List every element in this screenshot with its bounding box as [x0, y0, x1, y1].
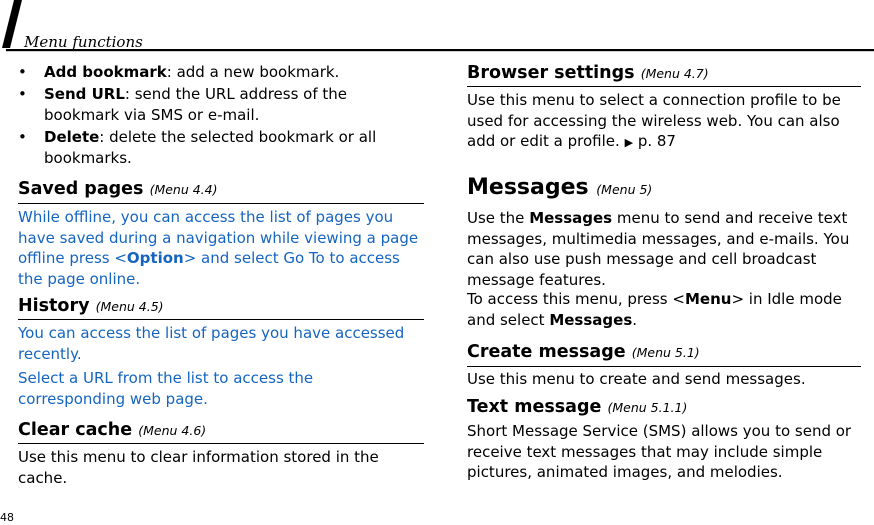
heading-menu-number: (Menu 4.4) [149, 182, 218, 197]
header-slash-shape [2, 0, 22, 48]
text-part: While offline, you can access the list of pages you have saved during a navigation while viewing a page offline press < [18, 208, 419, 267]
clear-cache-text: Use this menu to clear information stored in the cache. [18, 448, 379, 487]
text-part: > and select Go To to access the page online. [18, 249, 400, 288]
history-text-1: You can access the list of pages you have accessed recently. [18, 324, 405, 363]
heading-rule [18, 443, 424, 444]
section-heading-messages [467, 175, 861, 200]
bullet-text: : add a new bookmark. [166, 63, 340, 81]
option-key-label: Option [126, 249, 184, 267]
messages-text-2 [467, 289, 861, 330]
bullet-icon: • [18, 63, 27, 81]
heading-title: History [18, 296, 90, 316]
text-part: Use the [467, 209, 530, 227]
text-part: menu to send and receive text messages, multimedia messages, and e-mails. You can also use push message and cell broadcast message features. [467, 209, 850, 289]
bullet-icon: • [18, 128, 27, 146]
heading-menu-number: (Menu 5) [596, 182, 653, 197]
bullet-text: : send the URL address of the bookmark via SMS or e-mail. [44, 85, 348, 124]
bullet-term: Send URL [44, 85, 125, 103]
page-number: 48 [0, 511, 14, 524]
history-text-2: Select a URL from the list to access the corresponding web page. [18, 369, 314, 408]
section-heading-text-message [467, 397, 861, 417]
saved-pages-text [18, 207, 424, 289]
heading-menu-number: (Menu 4.5) [95, 299, 164, 314]
page-ref-arrow-icon: ▶ [624, 136, 634, 149]
heading-menu-number: (Menu 5.1.1) [607, 400, 688, 415]
heading-title: Text message [467, 397, 602, 417]
bullet-term: Delete [44, 128, 100, 146]
heading-title: Clear cache [18, 420, 133, 440]
messages-bold-label: Messages [529, 209, 613, 227]
section-heading-browser-settings [467, 63, 861, 83]
section-heading-history [18, 296, 424, 316]
heading-title: Messages [467, 175, 589, 200]
heading-menu-number: (Menu 4.7) [640, 66, 709, 81]
create-message-text: Use this menu to create and send messages. [467, 370, 806, 388]
heading-menu-number: (Menu 4.6) [138, 423, 207, 438]
heading-title: Create message [467, 342, 626, 362]
heading-menu-number: (Menu 5.1) [631, 345, 700, 360]
bullet-icon: • [18, 85, 27, 103]
bullet-text: : delete the selected bookmark or all bookmarks. [44, 128, 377, 167]
text-part: Use this menu to select a connection profile to be used for accessing the wireless web. You can also add or edit a profile. [467, 91, 841, 150]
heading-title: Saved pages [18, 179, 144, 199]
heading-rule [18, 319, 424, 320]
header-title: Menu functions [24, 33, 143, 51]
section-heading-clear-cache [18, 420, 424, 440]
text-message-text: Short Message Service (SMS) allows you to send or receive text messages that may include simple pictures, animated images, and melodies. [467, 422, 852, 481]
heading-rule [467, 366, 861, 367]
browser-settings-text [467, 90, 861, 154]
text-part: > in Idle mode and select [467, 290, 842, 329]
menu-key-label: Menu [684, 290, 732, 308]
messages-bold-label: Messages [549, 310, 633, 329]
messages-text-1 [467, 208, 861, 290]
text-part: . [632, 310, 638, 329]
heading-rule [467, 86, 861, 87]
heading-rule [18, 203, 424, 204]
bullet-term: Add bookmark [44, 63, 167, 81]
section-heading-create-message [467, 342, 861, 362]
section-heading-saved-pages [18, 179, 424, 199]
heading-title: Browser settings [467, 63, 635, 83]
text-part: To access this menu, press < [467, 290, 685, 308]
page-reference: p. 87 [637, 132, 676, 150]
